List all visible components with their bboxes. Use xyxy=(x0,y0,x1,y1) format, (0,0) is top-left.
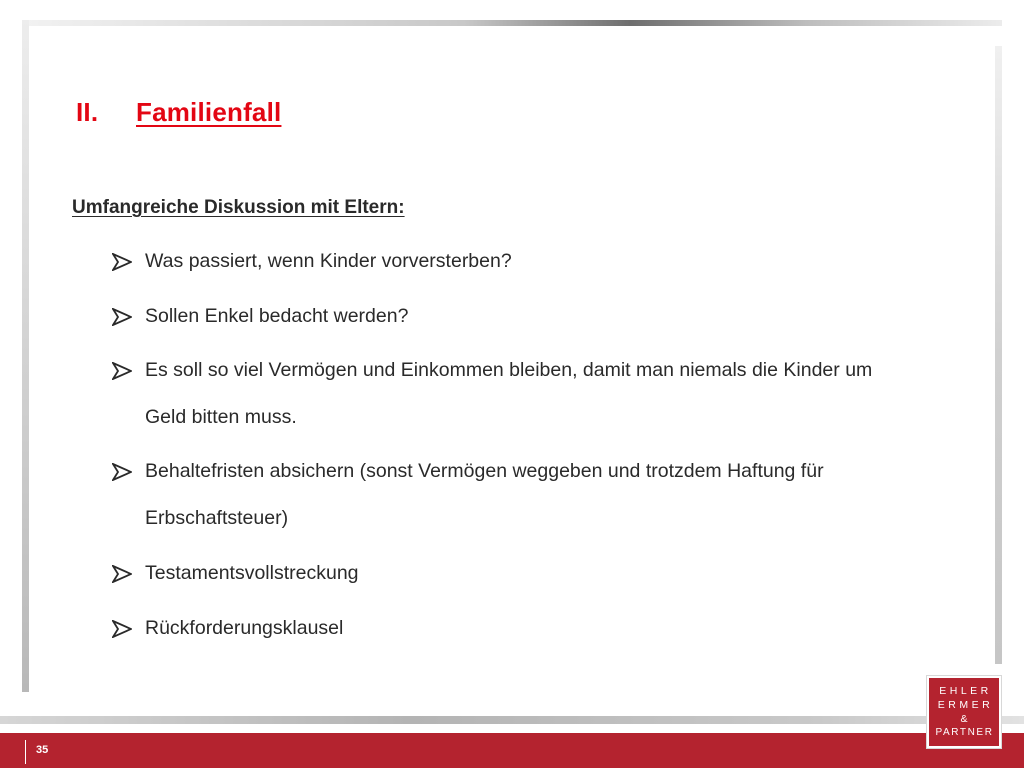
bullet-text: Rückforderungsklausel xyxy=(145,617,344,639)
slide-heading xyxy=(76,97,281,128)
logo-line: ERMER xyxy=(937,699,994,711)
arrow-bullet-icon xyxy=(112,308,132,326)
footer-red-band xyxy=(0,733,1024,768)
page-number-separator xyxy=(25,740,26,764)
bullet-text: Was passiert, wenn Kinder vorversterben? xyxy=(145,250,512,272)
logo-line: & xyxy=(960,713,968,725)
page-number: 35 xyxy=(36,744,49,756)
bullet-item xyxy=(112,293,952,340)
bullet-item xyxy=(112,448,952,542)
bullet-item xyxy=(112,605,952,652)
arrow-bullet-icon xyxy=(112,463,132,481)
arrow-bullet-icon xyxy=(112,620,132,638)
bullet-item xyxy=(112,550,952,597)
arrow-bullet-icon xyxy=(112,253,132,271)
arrow-bullet-icon xyxy=(112,362,132,380)
slide-frame-top xyxy=(24,20,1002,26)
bullet-text: Testamentsvollstreckung xyxy=(145,562,359,584)
company-logo xyxy=(927,676,1001,748)
slide-frame-left xyxy=(22,20,29,692)
arrow-bullet-icon xyxy=(112,565,132,583)
heading-title: Familienfall xyxy=(136,97,282,127)
logo-line: PARTNER xyxy=(935,727,994,738)
bullet-text: Sollen Enkel bedacht werden? xyxy=(145,305,409,327)
bullet-item xyxy=(112,238,952,285)
slide-frame-right xyxy=(995,46,1002,664)
bullet-text: Behaltefristen absichern (sonst Vermögen weggeben und trotzdem Haftung für Erbschaftsteuer) xyxy=(145,460,824,529)
slide-subheading: Umfangreiche Diskussion mit Eltern: xyxy=(72,197,405,218)
logo-line: EHLER xyxy=(939,685,992,697)
footer-grey-band xyxy=(0,716,1024,724)
bullet-text: Es soll so viel Vermögen und Einkommen bleiben, damit man niemals die Kinder um Geld bitten muss. xyxy=(145,359,873,428)
bullet-item xyxy=(112,347,912,441)
heading-number: II. xyxy=(76,97,99,127)
